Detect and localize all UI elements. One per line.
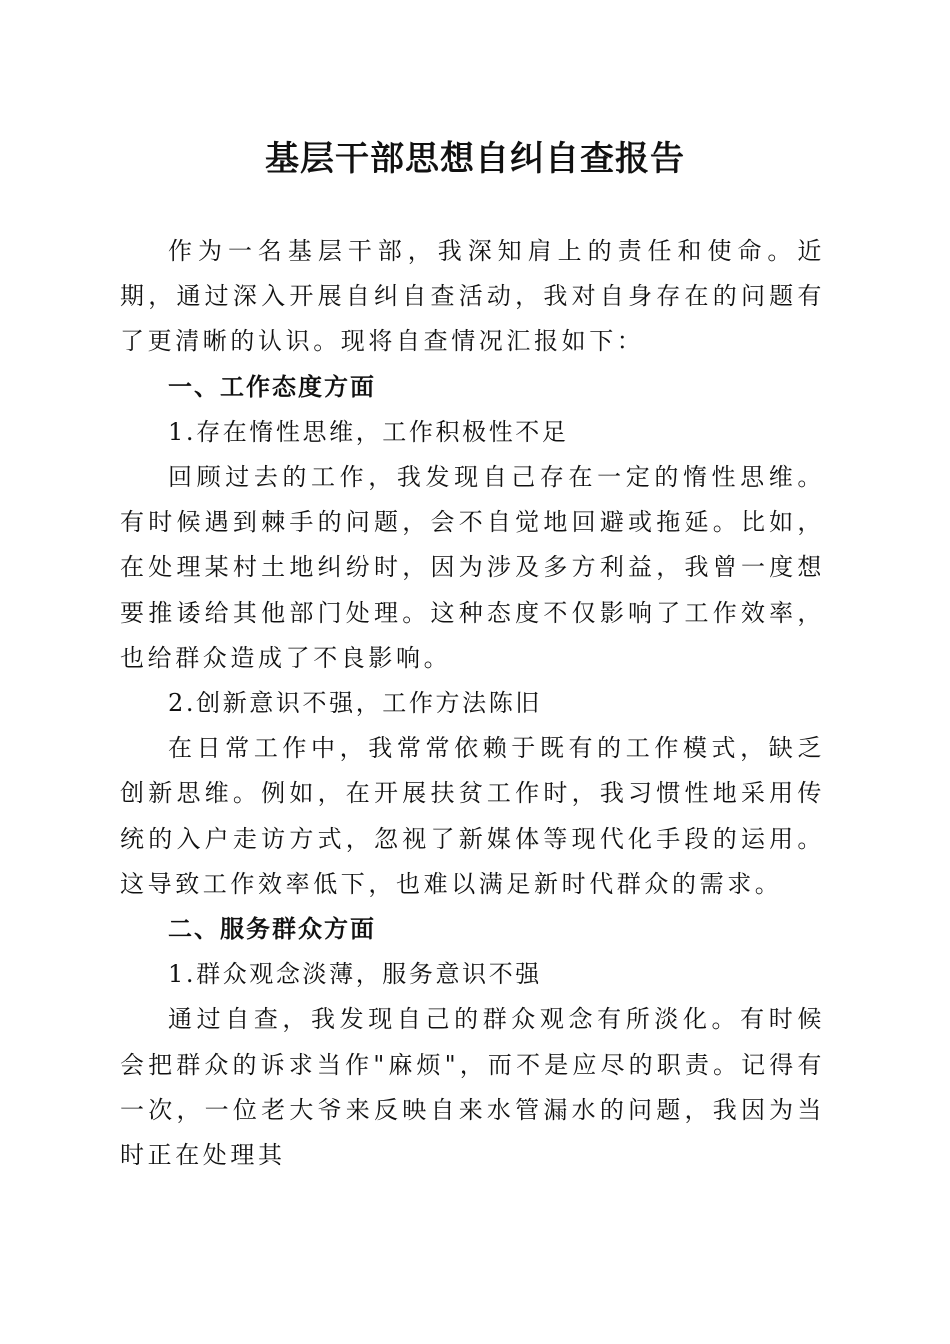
document-body xyxy=(120,229,825,1178)
subheading-inertia: 1.存在惰性思维，工作积极性不足 xyxy=(168,417,569,446)
paragraph-mass-awareness: 通过自查，我发现自己的群众观念有所淡化。有时候会把群众的诉求当作"麻烦"，而不是应尽的职责。记得有一次，一位老大爷来反映自来水管漏水的问题，我因为当时正在处理其 xyxy=(120,1005,825,1170)
section-heading-work-attitude: 一、工作态度方面 xyxy=(168,372,376,401)
document-title: 基层干部思想自纠自查报告 xyxy=(265,139,685,179)
subheading-innovation: 2.创新意识不强，工作方法陈旧 xyxy=(168,689,542,718)
intro-paragraph: 作为一名基层干部，我深知肩上的责任和使命。近期，通过深入开展自纠自查活动，我对自身存在的问题有了更清晰的认识。现将自查情况汇报如下： xyxy=(120,237,825,356)
paragraph-innovation: 在日常工作中，我常常依赖于既有的工作模式，缺乏创新思维。例如，在开展扶贫工作时，我习惯性地采用传统的入户走访方式，忽视了新媒体等现代化手段的运用。这导致工作效率低下，也难以满足新时代群众的需求。 xyxy=(120,734,825,898)
paragraph-inertia: 回顾过去的工作，我发现自己存在一定的惰性思维。有时候遇到棘手的问题，会不自觉地回避或拖延。比如，在处理某村土地纠纷时，因为涉及多方利益，我曾一度想要推诿给其他部门处理。这种态度不仅影响了工作效率，也给群众造成了不良影响。 xyxy=(120,463,825,672)
subheading-mass-awareness: 1.群众观念淡薄，服务意识不强 xyxy=(168,960,542,989)
section-heading-serving-masses: 二、服务群众方面 xyxy=(168,915,376,944)
